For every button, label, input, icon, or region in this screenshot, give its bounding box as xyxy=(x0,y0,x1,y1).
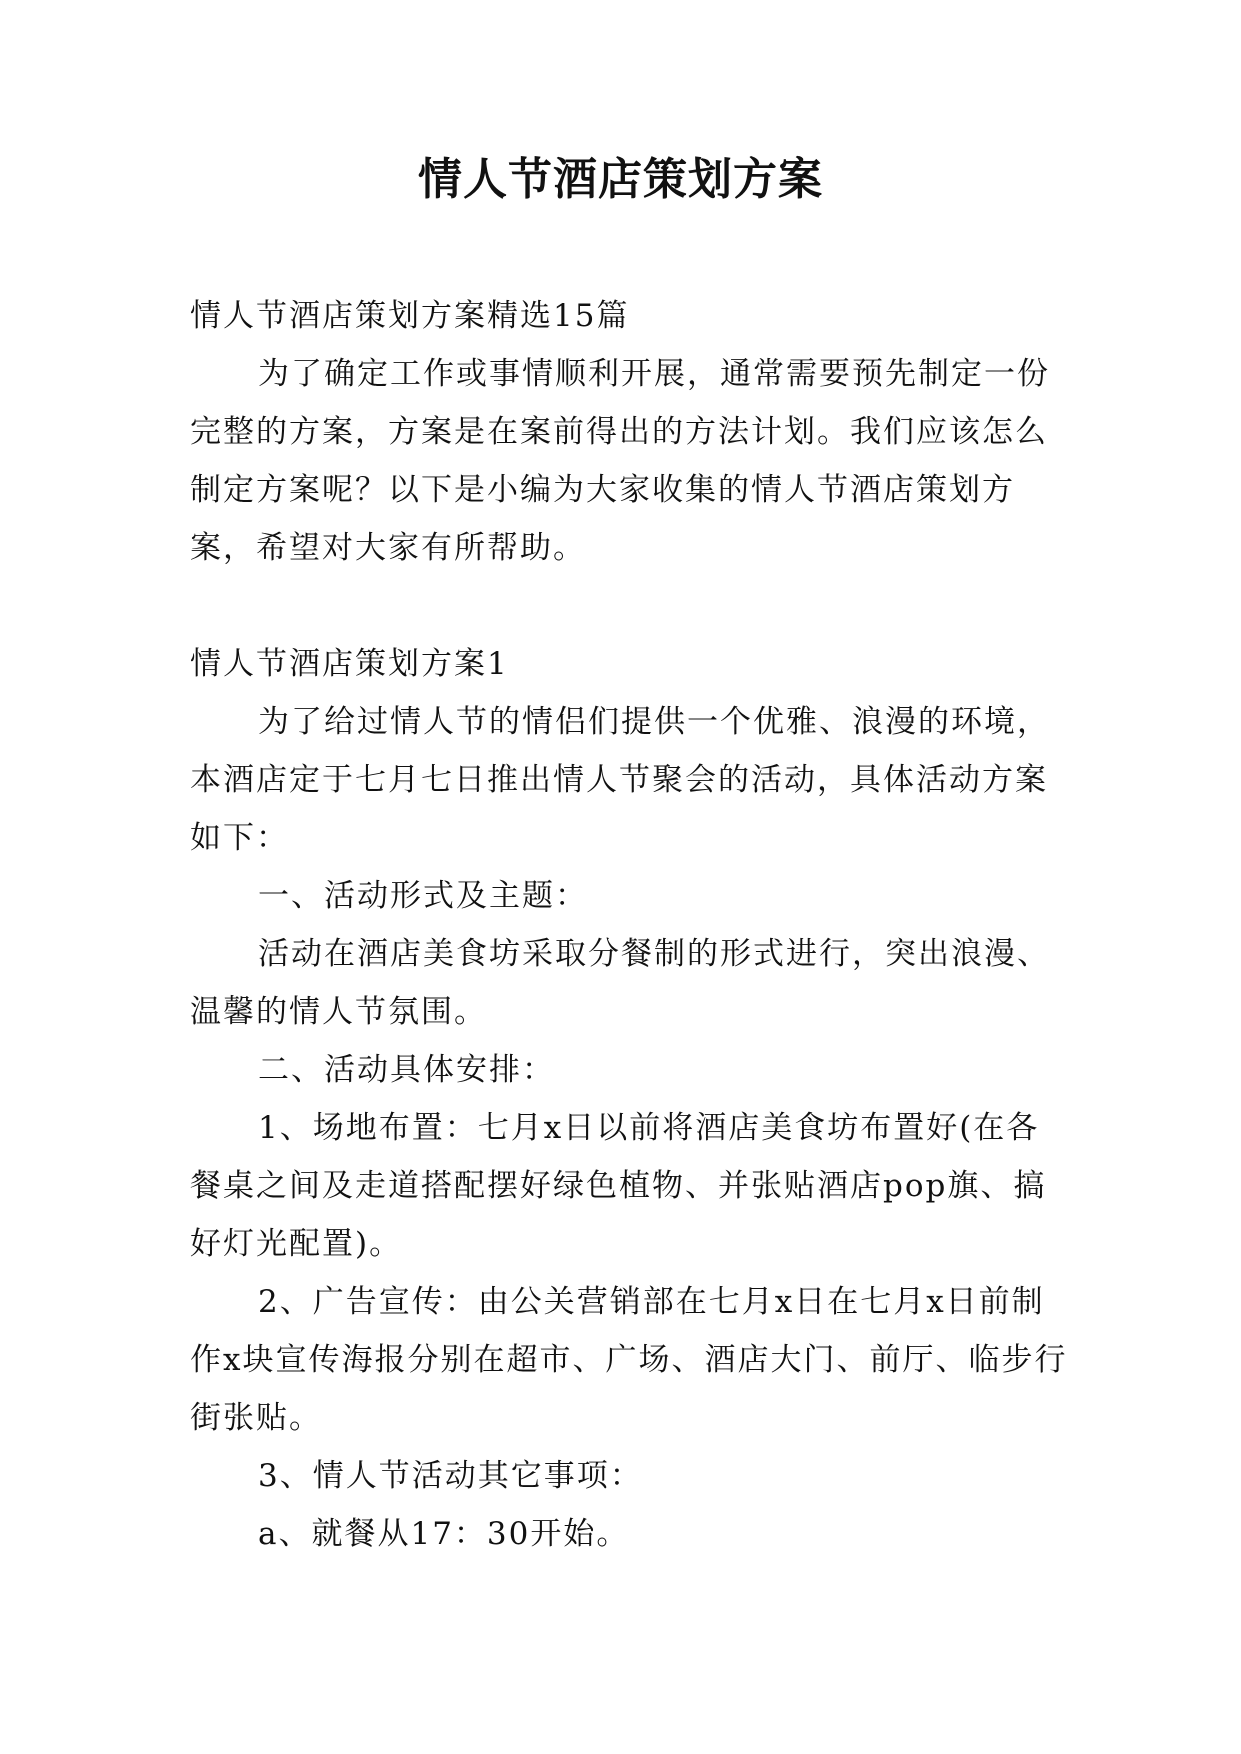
paragraph: 2、广告宣传：由公关营销部在七月x日在七月x日前制作x块宣传海报分别在超市、广场、酒店大门、前厅、临步行街张贴。 xyxy=(190,1284,1068,1436)
intro-block xyxy=(190,287,1070,577)
section-1-heading: 情人节酒店策划方案1 xyxy=(190,646,509,682)
paragraph: 活动在酒店美食坊采取分餐制的形式进行，突出浪漫、温馨的情人节氛围。 xyxy=(190,936,1050,1030)
section-1-block xyxy=(190,635,1070,1563)
intro-paragraph: 为了确定工作或事情顺利开展，通常需要预先制定一份完整的方案，方案是在案前得出的方法计划。我们应该怎么制定方案呢？以下是小编为大家收集的情人节酒店策划方案，希望对大家有所帮助。 xyxy=(190,356,1050,566)
document-subtitle: 情人节酒店策划方案精选15篇 xyxy=(190,298,630,334)
paragraph: 一、活动形式及主题： xyxy=(258,878,588,914)
paragraph: 为了给过情人节的情侣们提供一个优雅、浪漫的环境，本酒店定于七月七日推出情人节聚会的活动，具体活动方案如下： xyxy=(190,704,1050,856)
paragraph: 二、活动具体安排： xyxy=(258,1052,555,1088)
document-title: 情人节酒店策划方案 xyxy=(418,154,823,205)
paragraph: 3、情人节活动其它事项： xyxy=(258,1458,643,1494)
paragraph: 1、场地布置：七月x日以前将酒店美食坊布置好(在各餐桌之间及走道搭配摆好绿色植物、并张贴酒店pop旗、搞好灯光配置)。 xyxy=(190,1110,1047,1262)
paragraph: a、就餐从17：30开始。 xyxy=(258,1516,630,1552)
